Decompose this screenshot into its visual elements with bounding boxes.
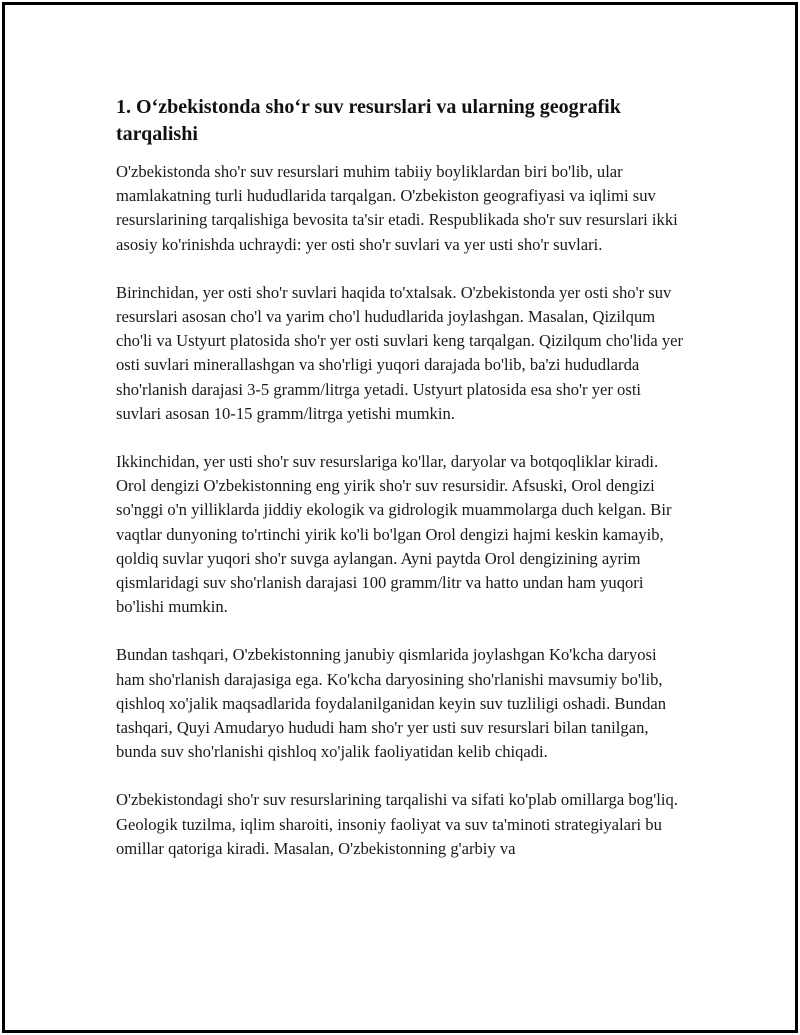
paragraph-groundwater: Birinchidan, yer osti sho'r suvlari haqida to'xtalsak. O'zbekistonda yer osti sho'r suv resurslari asosan cho'l va yarim cho'l hududlarida joylashgan. Masalan, Qizilqum cho'li va Ustyurt platosida sho'r yer osti suvlari keng tarqalgan. Qizilqum cho'lida yer osti suvlari minerallashgan va sho'rligi yuqori darajada bo'lib, ba'zi hududlarda sho'rlanish darajasi 3-5 gramm/litrga yetadi. Ustyurt platosida esa sho'r yer osti suvlari asosan 10-15 gramm/litrga yetishi mumkin. xyxy=(116,282,684,423)
section-heading: 1. O‘zbekistonda sho‘r suv resurslari va ularning geografik tarqalishi xyxy=(116,96,621,145)
document-body xyxy=(116,94,686,885)
paragraph-factors: O'zbekistondagi sho'r suv resurslarining tarqalishi va sifati ko'plab omillarga bog'liq. Geologik tuzilma, iqlim sharoiti, insoniy faoliyat va suv ta'minoti strategiyalari bu omillar qatoriga kiradi. Masalan, O'zbekistonning g'arbiy va xyxy=(116,790,678,858)
paragraph-surface-water: Ikkinchidan, yer usti sho'r suv resurslariga ko'llar, daryolar va botqoqliklar kiradi. Orol dengizi O'zbekistonning eng yirik sho'r suv resursidir. Afsuski, Orol dengizi so'nggi o'n yilliklarda jiddiy ekologik va gidrologik muammolarga duch kelgan. Bir vaqtlar dunyoning to'rtinchi yirik ko'li bo'lgan Orol dengizi hajmi keskin kamayib, qoldiq suvlar yuqori sho'r suvga aylangan. Ayni paytda Orol dengizining ayrim qismlaridagi suv sho'rlanish darajasi 100 gramm/litr va hatto undan ham yuqori bo'lishi mumkin. xyxy=(116,452,672,617)
paragraph-kokcha-river: Bundan tashqari, O'zbekistonning janubiy qismlarida joylashgan Ko'kcha daryosi ham sho'rlanish darajasiga ega. Ko'kcha daryosining sho'rlanishi mavsumiy bo'lib, qishloq xo'jalik maqsadlarida foydalanilganidan keyin suv tuzliligi oshadi. Bundan tashqari, Quyi Amudaryo hududi ham sho'r yer usti suv resurslari bilan tanilgan, bunda suv sho'rlanishi qishloq xo'jalik faoliyatidan kelib chiqadi. xyxy=(116,645,667,762)
paragraph-intro: O'zbekistonda sho'r suv resurslari muhim tabiiy boyliklardan biri bo'lib, ular mamlakatning turli hududlarida tarqalgan. O'zbekiston geografiyasi va iqlimi suv resurslarining tarqalishiga bevosita ta'sir etadi. Respublikada sho'r suv resurslari ikki asosiy ko'rinishda uchraydi: yer osti sho'r suvlari va yer usti sho'r suvlari. xyxy=(116,162,678,254)
